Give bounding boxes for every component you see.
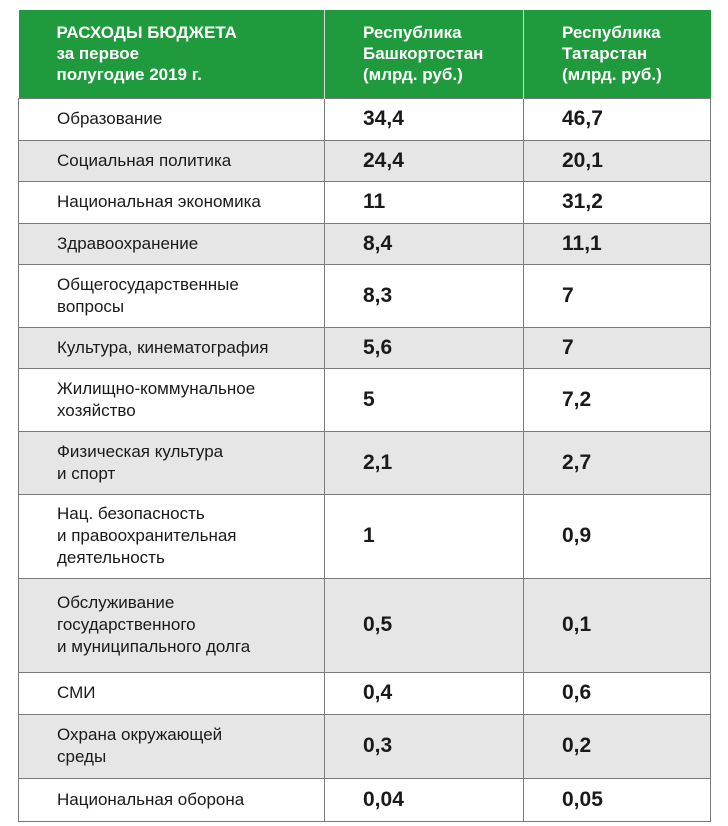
- header-category-line: РАСХОДЫ БЮДЖЕТА: [56, 23, 237, 43]
- header-bashkortostan-line: Республика: [363, 23, 462, 43]
- category-cell: [19, 714, 325, 778]
- bashkortostan-value: 11: [325, 181, 524, 223]
- category-line: Нац. безопасность: [57, 504, 205, 523]
- budget-table-container: [18, 10, 710, 822]
- bashkortostan-value: 24,4: [325, 140, 524, 181]
- tatarstan-value: 31,2: [524, 181, 711, 223]
- bashkortostan-value: 1: [325, 494, 524, 578]
- category-line: Образование: [57, 109, 163, 128]
- category-cell: [19, 778, 325, 821]
- table-row: [19, 714, 711, 778]
- category-cell: [19, 327, 325, 368]
- header-bashkortostan-line: (млрд. руб.): [363, 65, 463, 85]
- bashkortostan-value: 8,4: [325, 223, 524, 264]
- table-row: [19, 140, 711, 181]
- bashkortostan-value: 0,5: [325, 578, 524, 672]
- table-row: [19, 494, 711, 578]
- table-row: [19, 778, 711, 821]
- category-line: Национальная оборона: [57, 789, 245, 809]
- bashkortostan-value: 2,1: [325, 431, 524, 494]
- tatarstan-value: 7,2: [524, 368, 711, 431]
- category-cell: [19, 368, 325, 431]
- category-line: и спорт: [57, 463, 116, 483]
- category-line: Жилищно-коммунальное: [57, 378, 256, 398]
- tatarstan-value: 20,1: [524, 140, 711, 181]
- bashkortostan-value: 5,6: [325, 327, 524, 368]
- category-line: среды: [57, 747, 107, 766]
- category-cell: [19, 672, 325, 714]
- category-line: Общегосударственные: [57, 274, 239, 294]
- header-tatarstan-line: (млрд. руб.): [562, 65, 662, 85]
- table-header-row: [19, 10, 711, 98]
- category-line: Культура, кинематография: [57, 337, 269, 357]
- tatarstan-value: 11,1: [524, 223, 711, 264]
- tatarstan-value: 0,2: [524, 714, 711, 778]
- tatarstan-value: 0,05: [524, 778, 711, 821]
- bashkortostan-value: 0,4: [325, 672, 524, 714]
- category-line: и правоохранительная: [57, 526, 237, 545]
- category-cell: [19, 578, 325, 672]
- category-line: Охрана окружающей: [57, 725, 223, 744]
- category-cell: [19, 140, 325, 181]
- category-line: Обслуживание: [57, 593, 175, 612]
- category-line: вопросы: [57, 296, 125, 316]
- header-category-line: полугодие 2019 г.: [56, 65, 202, 85]
- bashkortostan-value: 5: [325, 368, 524, 431]
- bashkortostan-value: 8,3: [325, 264, 524, 327]
- header-tatarstan: [524, 10, 711, 98]
- category-cell: [19, 431, 325, 494]
- tatarstan-value: 46,7: [524, 98, 711, 140]
- header-tatarstan-line: Татарстан: [562, 44, 648, 64]
- category-cell: [19, 98, 325, 140]
- tatarstan-value: 7: [524, 327, 711, 368]
- category-line: Физическая культура: [57, 441, 224, 461]
- category-cell: [19, 494, 325, 578]
- table-row: [19, 431, 711, 494]
- category-cell: [19, 181, 325, 223]
- table-row: [19, 368, 711, 431]
- category-line: деятельность: [57, 548, 165, 567]
- header-category-line: за первое: [56, 44, 140, 64]
- category-line: государственного: [57, 615, 196, 634]
- bashkortostan-value: 0,04: [325, 778, 524, 821]
- header-tatarstan-line: Республика: [562, 23, 661, 43]
- bashkortostan-value: 0,3: [325, 714, 524, 778]
- table-row: [19, 223, 711, 264]
- table-row: [19, 98, 711, 140]
- header-category: [19, 10, 325, 98]
- category-cell: [19, 223, 325, 264]
- tatarstan-value: 2,7: [524, 431, 711, 494]
- table-row: [19, 327, 711, 368]
- category-line: Национальная экономика: [57, 192, 261, 211]
- table-row: [19, 181, 711, 223]
- category-cell: [19, 264, 325, 327]
- tatarstan-value: 0,6: [524, 672, 711, 714]
- budget-table: [18, 10, 711, 822]
- bashkortostan-value: 34,4: [325, 98, 524, 140]
- header-bashkortostan-line: Башкортостан: [363, 44, 484, 64]
- tatarstan-value: 0,9: [524, 494, 711, 578]
- header-bashkortostan: [325, 10, 524, 98]
- table-row: [19, 264, 711, 327]
- category-line: Здравоохранение: [57, 233, 199, 253]
- table-row: [19, 578, 711, 672]
- category-line: хозяйство: [57, 400, 136, 420]
- table-row: [19, 672, 711, 714]
- category-line: СМИ: [57, 683, 96, 702]
- category-line: Социальная политика: [57, 150, 232, 170]
- category-line: и муниципального долга: [57, 637, 251, 656]
- table-body: [19, 98, 711, 821]
- tatarstan-value: 7: [524, 264, 711, 327]
- tatarstan-value: 0,1: [524, 578, 711, 672]
